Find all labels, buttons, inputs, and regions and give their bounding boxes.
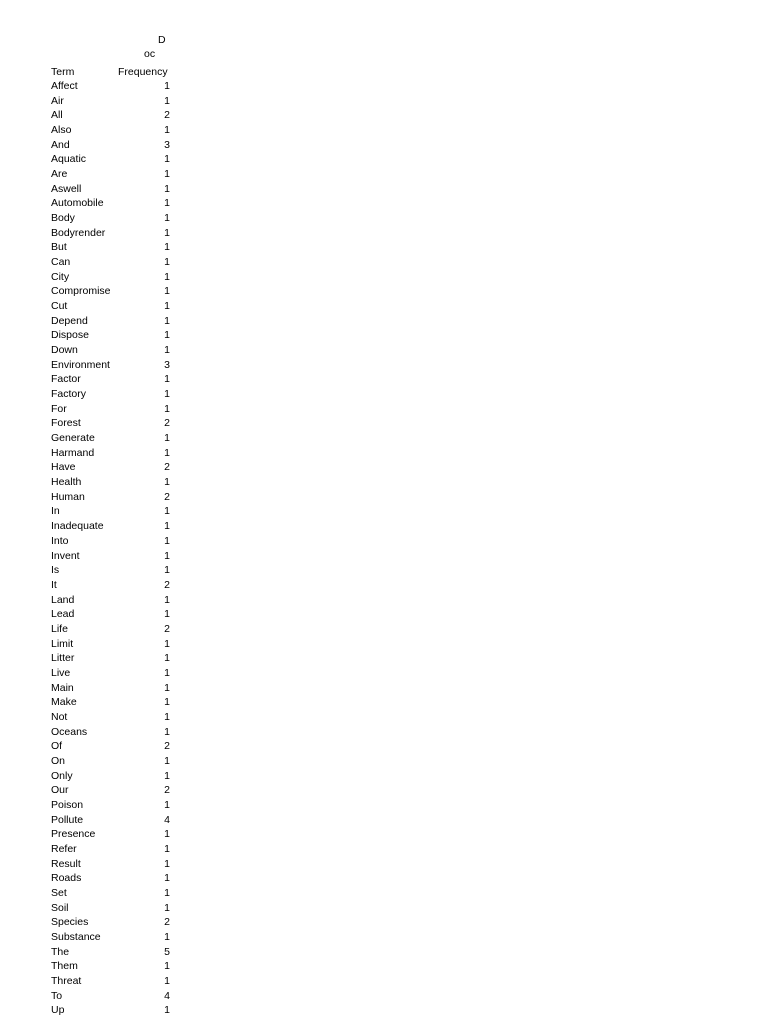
table-row <box>51 372 171 387</box>
table-row <box>51 94 171 109</box>
frequency-cell: 1 <box>164 505 170 518</box>
term-cell: Automobile <box>51 197 104 210</box>
table-row <box>51 138 171 153</box>
term-frequency-table <box>51 79 171 1018</box>
frequency-cell: 1 <box>164 432 170 445</box>
table-row <box>51 563 171 578</box>
table-row <box>51 446 171 461</box>
table-row <box>51 578 171 593</box>
table-row <box>51 299 171 314</box>
table-row <box>51 79 171 94</box>
term-cell: Down <box>51 344 78 357</box>
table-row <box>51 871 171 886</box>
table-row <box>51 196 171 211</box>
table-row <box>51 813 171 828</box>
term-cell: Refer <box>51 842 77 855</box>
frequency-cell: 1 <box>164 652 170 665</box>
table-row <box>51 284 171 299</box>
table-row <box>51 930 171 945</box>
term-cell: Dispose <box>51 329 89 342</box>
term-cell: Health <box>51 476 82 489</box>
table-row <box>51 314 171 329</box>
frequency-cell: 1 <box>164 974 170 987</box>
frequency-cell: 1 <box>164 402 170 415</box>
table-row <box>51 842 171 857</box>
term-cell: Litter <box>51 652 75 665</box>
table-row <box>51 431 171 446</box>
frequency-cell: 1 <box>164 593 170 606</box>
frequency-cell: 1 <box>164 241 170 254</box>
term-cell: Also <box>51 124 72 137</box>
frequency-cell: 1 <box>164 828 170 841</box>
term-cell: Substance <box>51 930 101 943</box>
frequency-column-header: Frequency <box>118 66 168 78</box>
table-row <box>51 182 171 197</box>
table-row <box>51 681 171 696</box>
term-cell: Lead <box>51 608 75 621</box>
frequency-cell: 1 <box>164 886 170 899</box>
frequency-cell: 3 <box>164 138 170 151</box>
term-cell: Limit <box>51 637 74 650</box>
frequency-cell: 1 <box>164 725 170 738</box>
term-cell: Make <box>51 696 77 709</box>
frequency-cell: 1 <box>164 300 170 313</box>
table-row <box>51 519 171 534</box>
term-cell: Land <box>51 593 75 606</box>
table-row <box>51 769 171 784</box>
table-row <box>51 240 171 255</box>
frequency-cell: 5 <box>164 945 170 958</box>
frequency-cell: 2 <box>164 578 170 591</box>
table-row <box>51 593 171 608</box>
table-row <box>51 637 171 652</box>
term-cell: Main <box>51 681 74 694</box>
table-row <box>51 108 171 123</box>
frequency-cell: 1 <box>164 94 170 107</box>
frequency-cell: 1 <box>164 388 170 401</box>
frequency-cell: 1 <box>164 754 170 767</box>
table-row <box>51 402 171 417</box>
table-row <box>51 915 171 930</box>
frequency-cell: 1 <box>164 153 170 166</box>
term-cell: Aswell <box>51 182 82 195</box>
table-row <box>51 270 171 285</box>
term-cell: Pollute <box>51 813 84 826</box>
term-cell: Threat <box>51 974 82 987</box>
table-row <box>51 607 171 622</box>
term-cell: Environment <box>51 358 110 371</box>
frequency-cell: 4 <box>164 989 170 1002</box>
table-row <box>51 945 171 960</box>
frequency-cell: 1 <box>164 637 170 650</box>
term-cell: To <box>51 989 63 1002</box>
frequency-cell: 1 <box>164 344 170 357</box>
term-cell: Only <box>51 769 73 782</box>
term-cell: Is <box>51 564 60 577</box>
frequency-cell: 1 <box>164 798 170 811</box>
frequency-cell: 1 <box>164 930 170 943</box>
frequency-cell: 1 <box>164 329 170 342</box>
table-row <box>51 328 171 343</box>
term-cell: Compromise <box>51 285 111 298</box>
table-row <box>51 167 171 182</box>
term-cell: Have <box>51 461 76 474</box>
table-row <box>51 886 171 901</box>
term-cell: Roads <box>51 872 82 885</box>
term-cell: Not <box>51 710 68 723</box>
term-cell: For <box>51 402 67 415</box>
frequency-cell: 1 <box>164 212 170 225</box>
frequency-cell: 1 <box>164 608 170 621</box>
table-row <box>51 211 171 226</box>
frequency-cell: 2 <box>164 109 170 122</box>
term-cell: Forest <box>51 417 81 430</box>
frequency-cell: 1 <box>164 446 170 459</box>
table-row <box>51 783 171 798</box>
table-row <box>51 123 171 138</box>
frequency-cell: 2 <box>164 622 170 635</box>
frequency-cell: 1 <box>164 373 170 386</box>
frequency-cell: 1 <box>164 960 170 973</box>
table-row <box>51 343 171 358</box>
term-cell: Live <box>51 666 71 679</box>
frequency-cell: 1 <box>164 314 170 327</box>
table-row <box>51 490 171 505</box>
table-row <box>51 504 171 519</box>
frequency-cell: 1 <box>164 857 170 870</box>
term-cell: Result <box>51 857 81 870</box>
table-row <box>51 152 171 167</box>
term-cell: Affect <box>51 80 78 92</box>
term-cell: Up <box>51 1004 65 1017</box>
term-cell: Factor <box>51 373 81 386</box>
frequency-cell: 1 <box>164 80 170 92</box>
table-row <box>51 857 171 872</box>
frequency-cell: 1 <box>164 564 170 577</box>
frequency-cell: 1 <box>164 710 170 723</box>
term-cell: Our <box>51 784 69 797</box>
frequency-cell: 1 <box>164 696 170 709</box>
table-row <box>51 695 171 710</box>
term-cell: Can <box>51 256 71 269</box>
frequency-cell: 3 <box>164 358 170 371</box>
frequency-cell: 1 <box>164 520 170 533</box>
table-row <box>51 666 171 681</box>
term-cell: Life <box>51 622 68 635</box>
frequency-cell: 2 <box>164 740 170 753</box>
frequency-cell: 1 <box>164 681 170 694</box>
frequency-cell: 2 <box>164 916 170 929</box>
term-cell: Invent <box>51 549 80 562</box>
term-cell: And <box>51 138 70 151</box>
term-cell: City <box>51 270 70 283</box>
term-cell: Poison <box>51 798 84 811</box>
table-row <box>51 460 171 475</box>
term-cell: Aquatic <box>51 153 87 166</box>
table-row <box>51 651 171 666</box>
term-cell: Air <box>51 94 64 107</box>
table-row <box>51 622 171 637</box>
term-cell: Factory <box>51 388 87 401</box>
frequency-cell: 2 <box>164 490 170 503</box>
term-cell: Are <box>51 168 68 181</box>
table-row <box>51 710 171 725</box>
frequency-cell: 2 <box>164 417 170 430</box>
frequency-cell: 1 <box>164 1004 170 1017</box>
table-row <box>51 534 171 549</box>
frequency-cell: 1 <box>164 197 170 210</box>
table-row <box>51 989 171 1004</box>
table-row <box>51 974 171 989</box>
frequency-cell: 1 <box>164 256 170 269</box>
table-row <box>51 416 171 431</box>
term-cell: Of <box>51 740 63 753</box>
table-row <box>51 901 171 916</box>
frequency-cell: 1 <box>164 534 170 547</box>
table-row <box>51 549 171 564</box>
table-row <box>51 475 171 490</box>
term-cell: Species <box>51 916 89 929</box>
term-cell: In <box>51 505 60 518</box>
table-row <box>51 739 171 754</box>
term-cell: Cut <box>51 300 68 313</box>
term-cell: Set <box>51 886 67 899</box>
frequency-cell: 1 <box>164 769 170 782</box>
term-cell: The <box>51 945 70 958</box>
doc-frequency-header-line1: D <box>158 34 166 46</box>
table-row <box>51 358 171 373</box>
term-cell: Harmand <box>51 446 95 459</box>
term-cell: Depend <box>51 314 88 327</box>
term-cell: But <box>51 241 67 254</box>
term-cell: Them <box>51 960 78 973</box>
term-cell: Soil <box>51 901 69 914</box>
table-row <box>51 798 171 813</box>
frequency-cell: 1 <box>164 901 170 914</box>
term-cell: Generate <box>51 432 95 445</box>
frequency-cell: 1 <box>164 872 170 885</box>
term-cell: Oceans <box>51 725 88 738</box>
term-cell: All <box>51 109 63 122</box>
table-row <box>51 725 171 740</box>
frequency-cell: 2 <box>164 461 170 474</box>
term-cell: Bodyrender <box>51 226 106 239</box>
term-cell: It <box>51 578 57 591</box>
table-row <box>51 387 171 402</box>
frequency-cell: 2 <box>164 784 170 797</box>
table-row <box>51 754 171 769</box>
frequency-cell: 1 <box>164 549 170 562</box>
table-row <box>51 827 171 842</box>
table-row <box>51 226 171 241</box>
frequency-cell: 1 <box>164 666 170 679</box>
frequency-cell: 1 <box>164 842 170 855</box>
frequency-cell: 1 <box>164 182 170 195</box>
frequency-cell: 4 <box>164 813 170 826</box>
table-row <box>51 959 171 974</box>
term-cell: Into <box>51 534 69 547</box>
frequency-cell: 1 <box>164 476 170 489</box>
frequency-cell: 1 <box>164 285 170 298</box>
term-cell: Inadequate <box>51 520 104 533</box>
term-cell: Presence <box>51 828 96 841</box>
table-row <box>51 255 171 270</box>
term-cell: Body <box>51 212 75 225</box>
term-column-header: Term <box>51 66 75 78</box>
term-cell: Human <box>51 490 85 503</box>
frequency-cell: 1 <box>164 226 170 239</box>
table-row <box>51 1003 171 1018</box>
frequency-cell: 1 <box>164 168 170 181</box>
frequency-cell: 1 <box>164 124 170 137</box>
doc-frequency-header-line2: oc <box>144 48 156 60</box>
frequency-cell: 1 <box>164 270 170 283</box>
term-cell: On <box>51 754 66 767</box>
